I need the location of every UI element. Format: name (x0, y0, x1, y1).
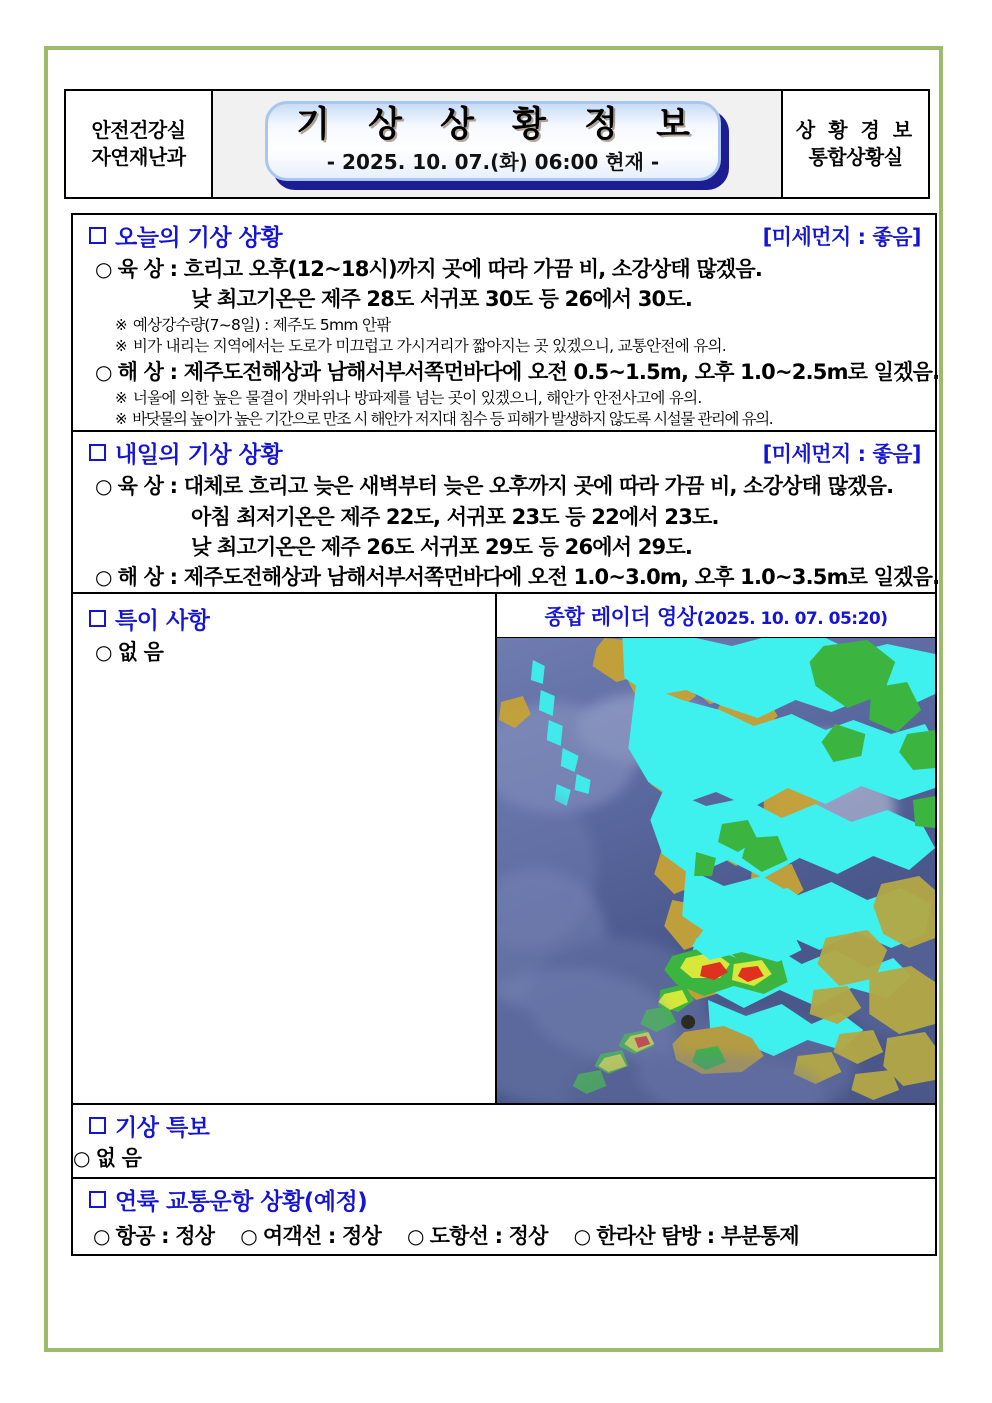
report-title: 기 상 상 황 정 보 (296, 105, 703, 146)
transport-status-list (73, 1218, 935, 1254)
circle-bullet-icon: ○ (406, 1223, 424, 1248)
office-line-1: 상 황 경 보 (795, 118, 916, 142)
transport-item-ferry-label: 여객선 : 정상 (262, 1223, 381, 1248)
transport-item-island-boat-label: 도항선 : 정상 (429, 1223, 548, 1248)
asterisk-bullet-icon: ※ (115, 336, 127, 355)
section-alert-header (73, 1105, 935, 1144)
radar-caption-title: 종합 레이더 영상 (544, 605, 697, 630)
section-transport-header (73, 1179, 935, 1218)
tomorrow-land-line-3 (73, 532, 935, 562)
tomorrow-land-text-3: 낮 최고기온은 제주 26도 서귀포 29도 등 26에서 29도. (191, 534, 693, 559)
circle-bullet-icon: ○ (95, 565, 112, 589)
header-title-cell (213, 91, 781, 197)
section-today (73, 215, 940, 432)
today-note-text-4: 바닷물의 높이가 높은 기간으로 만조 시 해안가 저지대 침수 등 피해가 발생하지 않도록 시설물 관리에 유의. (132, 409, 773, 428)
section-tomorrow (73, 432, 940, 594)
radar-caption-time: (2025. 10. 07. 05:20) (696, 609, 888, 630)
header-office-cell (781, 91, 928, 197)
section-special-header (73, 598, 495, 637)
checkbox-square-icon (89, 610, 106, 627)
tomorrow-land-line-2 (73, 502, 935, 532)
today-note-text-1: 예상강수량(7~8일) : 제주도 5mm 안팎 (132, 315, 391, 334)
alert-value: 없 음 (95, 1146, 142, 1171)
tomorrow-land-text-1: 육 상 : 대체로 흐리고 늦은 새벽부터 늦은 오후까지 곳에 따라 가끔 비, 소강상태 많겠음. (117, 474, 894, 499)
transport-item-hallasan (574, 1220, 799, 1250)
tomorrow-land-text-2: 아침 최저기온은 제주 22도, 서귀포 23도 등 22에서 23도. (191, 504, 719, 529)
transport-item-island-boat (407, 1220, 548, 1250)
title-plaque (265, 101, 729, 187)
circle-bullet-icon: ○ (73, 1146, 90, 1171)
tomorrow-sea-line (73, 562, 940, 592)
report-body (71, 213, 940, 1256)
tomorrow-land-line-1 (73, 471, 935, 501)
radar-caption (497, 594, 935, 638)
circle-bullet-icon: ○ (95, 640, 112, 665)
tomorrow-sea-text: 해 상 : 제주도전해상과 남해서부서쪽먼바다에 오전 1.0~3.0m, 오후 1.0~3.5m로 일겠음. (117, 565, 940, 589)
report-header (64, 89, 930, 199)
section-today-header (73, 215, 935, 254)
circle-bullet-icon: ○ (240, 1223, 257, 1248)
section-transport (73, 1179, 935, 1254)
title-plaque-face (265, 101, 721, 181)
radar-panel (497, 594, 935, 1103)
section-transport-title: 연륙 교통운항 상황(예정) (115, 1188, 368, 1215)
checkbox-square-icon (89, 444, 106, 461)
asterisk-bullet-icon: ※ (115, 409, 127, 428)
tomorrow-dust-badge: [미세먼지 : 좋음] (762, 441, 921, 466)
transport-item-ferry (240, 1220, 381, 1250)
report-timestamp: - 2025. 10. 07.(화) 06:00 현재 - (326, 149, 660, 174)
today-note-1 (73, 315, 935, 336)
today-note-3 (73, 388, 935, 409)
section-special-and-radar (73, 594, 935, 1105)
asterisk-bullet-icon: ※ (115, 315, 127, 334)
alert-value-line (73, 1144, 935, 1176)
circle-bullet-icon: ○ (95, 360, 112, 385)
section-transport-title-group (89, 1183, 367, 1216)
asterisk-bullet-icon: ※ (115, 388, 127, 407)
department-line-2: 자연재난과 (91, 145, 186, 169)
circle-bullet-icon: ○ (95, 257, 112, 281)
transport-item-air (93, 1220, 214, 1250)
section-today-title-group (89, 219, 282, 252)
radar-image-svg (497, 638, 935, 1103)
department-line-1: 안전건강실 (91, 118, 186, 142)
today-note-text-2: 비가 내리는 지역에서는 도로가 미끄럽고 가시거리가 짧아지는 곳 있겠으니, 교통안전에 유의. (132, 336, 726, 355)
special-value-line (73, 637, 495, 667)
section-alert-title: 기상 특보 (115, 1115, 210, 1142)
section-weather-alert (73, 1105, 935, 1178)
office-line-2: 통합상황실 (808, 145, 903, 169)
today-land-line-1 (73, 254, 935, 284)
today-note-4 (73, 409, 935, 430)
today-dust-badge: [미세먼지 : 좋음] (762, 224, 921, 249)
today-land-text-1: 육 상 : 흐리고 오후(12~18시)까지 곳에 따라 가끔 비, 소강상태 많겠음. (117, 257, 763, 281)
checkbox-square-icon (89, 1191, 106, 1208)
checkbox-square-icon (89, 1117, 106, 1134)
section-special (73, 594, 497, 1103)
circle-bullet-icon: ○ (573, 1223, 591, 1248)
section-special-title-group (89, 602, 209, 635)
section-tomorrow-header (73, 432, 935, 471)
transport-item-hallasan-label: 한라산 탐방 : 부분통제 (596, 1223, 799, 1248)
today-sea-line (73, 357, 940, 387)
today-sea-text: 해 상 : 제주도전해상과 남해서부서쪽먼바다에 오전 0.5~1.5m, 오후 1.0~2.5m로 일겠음. (117, 360, 940, 385)
section-tomorrow-title-group (89, 436, 282, 469)
today-land-text-2: 낮 최고기온은 제주 28도 서귀포 30도 등 26에서 30도. (191, 287, 693, 312)
today-note-text-3: 너울에 의한 높은 물결이 갯바위나 방파제를 넘는 곳이 있겠으니, 해안가 안전사고에 유의. (132, 388, 702, 407)
composite-radar-image (497, 638, 935, 1103)
section-alert-title-group (89, 1109, 209, 1142)
transport-item-air-label: 항공 : 정상 (115, 1223, 215, 1248)
header-department-cell (66, 91, 213, 197)
section-tomorrow-title: 내일의 기상 상황 (115, 442, 283, 469)
special-value: 없 음 (117, 640, 164, 665)
today-note-2 (73, 336, 935, 357)
checkbox-square-icon (89, 227, 106, 244)
circle-bullet-icon: ○ (93, 1223, 110, 1248)
section-special-title: 특이 사항 (115, 608, 210, 635)
today-land-line-2 (73, 284, 935, 314)
section-today-title: 오늘의 기상 상황 (115, 225, 283, 251)
circle-bullet-icon: ○ (95, 474, 112, 499)
